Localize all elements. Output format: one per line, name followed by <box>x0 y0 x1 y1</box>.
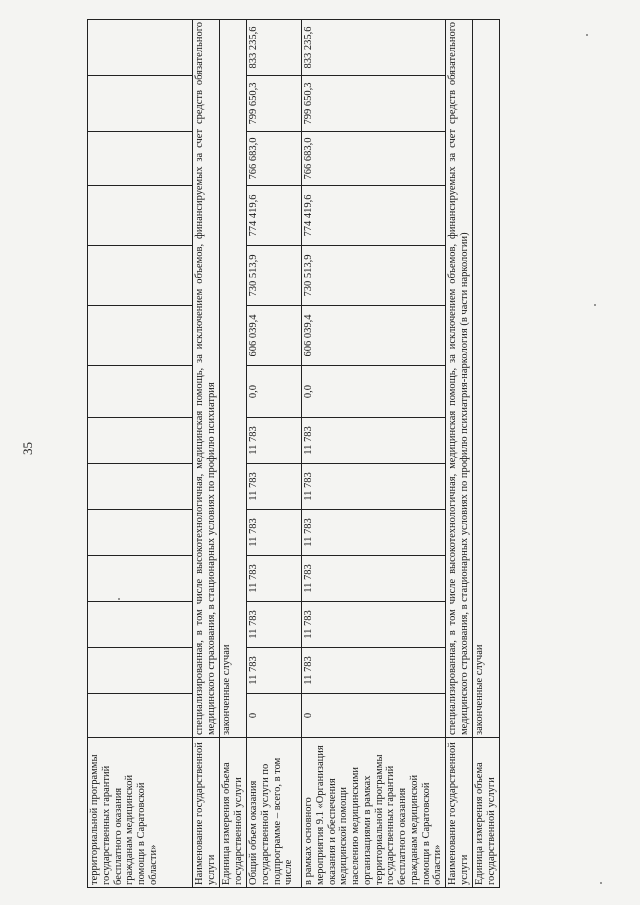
scan-speck <box>594 304 596 306</box>
table-row <box>302 20 446 888</box>
table-row <box>473 20 500 888</box>
service-name-value: специализированная, в том числе высокотехнологичная, медицинская помощь, за исключением объемов, финансируемых за счет средств обязательного медицинского страхования, в стационарных условиях по профилю психиатрия-наркология (в части наркологии) <box>446 20 473 738</box>
table-cell: 11 783 <box>302 464 446 510</box>
table-cell: 766 683,0 <box>247 132 302 186</box>
table-row <box>247 20 302 888</box>
service-name-label: Наименование государственной услуги <box>193 738 220 888</box>
unit-value: законченные случаи <box>220 20 247 738</box>
table-cell: 11 783 <box>247 602 302 648</box>
table-cell: 799 650,3 <box>247 76 302 132</box>
scan-speck <box>118 598 120 600</box>
table-cell: 11 783 <box>302 648 446 694</box>
page-number: 35 <box>20 442 35 455</box>
table-cell: 0,0 <box>247 366 302 418</box>
table-cell: 11 783 <box>302 602 446 648</box>
table-cell: 11 783 <box>247 648 302 694</box>
table-cell: 730 513,9 <box>302 246 446 306</box>
table-cell: 799 650,3 <box>302 76 446 132</box>
table-row <box>220 20 247 888</box>
table-row <box>193 20 220 888</box>
table-cell: 606 039,4 <box>247 306 302 366</box>
table-cell: 0 <box>302 694 446 738</box>
table-cell: 774 419,6 <box>247 186 302 246</box>
table-cell: 833 235,6 <box>247 20 302 76</box>
table-cell: 0 <box>247 694 302 738</box>
program-cont-label: территориальной программы государственных гарантий бесплатного оказания гражданам медицинской помощи в Саратовской области» <box>88 738 193 888</box>
table-cell: 833 235,6 <box>302 20 446 76</box>
table-cell: 766 683,0 <box>302 132 446 186</box>
service-name-value: специализированная, в том числе высокотехнологичная, медицинская помощь, за исключением объемов, финансируемых за счет средств обязательного медицинского страхования, в стационарных условиях по профилю психиатрия <box>193 20 220 738</box>
table-row <box>88 20 193 888</box>
unit-value: законченные случаи <box>473 20 500 738</box>
rotated-table-container <box>87 22 565 888</box>
table-cell: 11 783 <box>302 510 446 556</box>
table-cell: 11 783 <box>302 418 446 464</box>
service-name-label: Наименование государственной услуги <box>446 738 473 888</box>
scan-speck <box>586 34 588 36</box>
program-table <box>87 19 500 888</box>
table-cell: 11 783 <box>247 464 302 510</box>
table-cell: 774 419,6 <box>302 186 446 246</box>
table-cell: 11 783 <box>302 556 446 602</box>
table-cell: 11 783 <box>247 510 302 556</box>
unit-label: Единица измерения объема государственной услуги <box>473 738 500 888</box>
scan-speck <box>600 882 602 884</box>
unit-label: Единица измерения объема государственной услуги <box>220 738 247 888</box>
sub-activity-label: в рамках основного мероприятия 9.1 «Организация оказания и обеспечения медицинской помощи населению медицинскими организациями в рамках территориальной программы государственных гарантий бесплатного оказания гражданам медицинской помощи в Саратовской области» <box>302 738 446 888</box>
table-cell: 11 783 <box>247 418 302 464</box>
table-cell: 606 039,4 <box>302 306 446 366</box>
table-row <box>446 20 473 888</box>
table-cell: 730 513,9 <box>247 246 302 306</box>
table-cell: 11 783 <box>247 556 302 602</box>
table-cell: 0,0 <box>302 366 446 418</box>
total-label: Общий объем оказания государственной услуги по подпрограмме – всего, в том числе <box>247 738 302 888</box>
